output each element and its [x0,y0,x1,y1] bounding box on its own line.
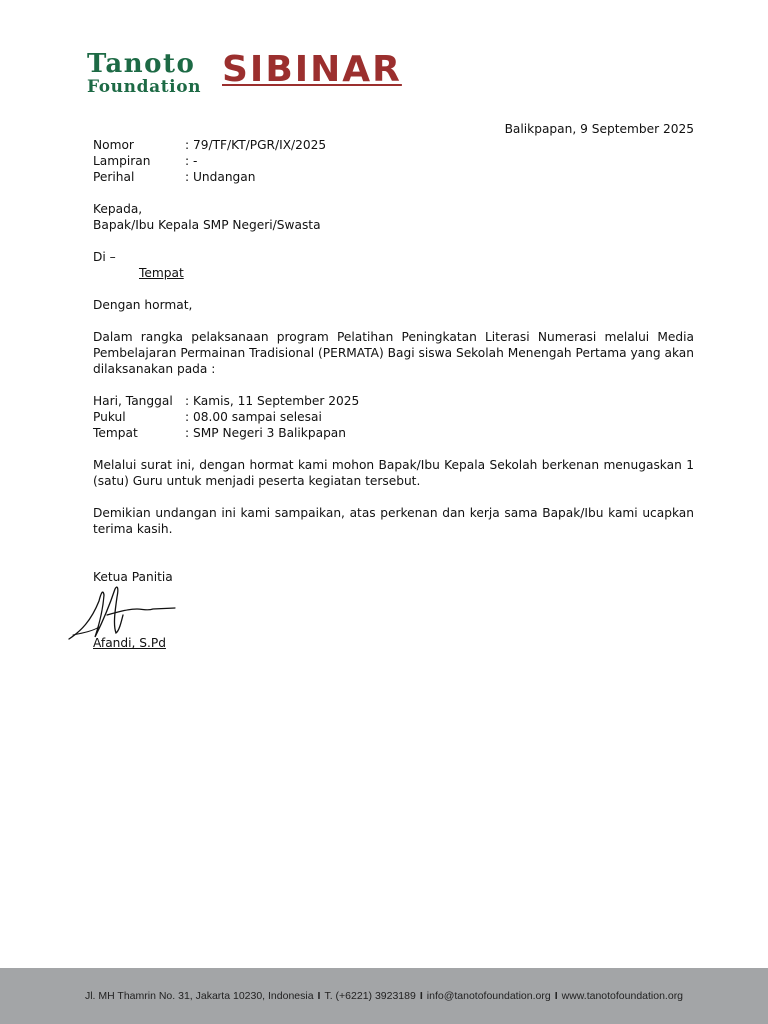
footer-contact-bar [0,968,768,1024]
letter-body [93,137,694,651]
field-value: : 79/TF/KT/PGR/IX/2025 [185,138,327,152]
signer-name: Afandi, S.Pd [93,636,166,650]
signature-title: Ketua Panitia [93,570,173,584]
recipient-to: Kepada, [93,202,143,216]
field-value: : - [185,154,198,168]
field-label: Perihal [93,170,135,184]
event-value: : SMP Negeri 3 Balikpapan [185,426,346,440]
sibinar-brand: SIBINAR [222,49,402,90]
footer-email[interactable]: info@tanotofoundation.org [426,990,551,1002]
event-row-date [93,393,694,409]
field-label: Lampiran [93,154,151,168]
paragraph-request: Melalui surat ini, dengan hormat kami mohon Bapak/Ibu Kepala Sekolah berkenan menugaskan 1 (satu) Guru untuk menjadi peserta kegiatan tersebut. [93,458,694,488]
paragraph-intro: Dalam rangka pelaksanaan program Pelatihan Peningkatan Literasi Numerasi melalui Media Pembelajaran Permainan Tradisional (PERMATA) Bagi siswa Sekolah Menengah Pertama yang akan dilaksanakan pada : [93,330,694,376]
letter-date: Balikpapan, 9 September 2025 [504,122,694,136]
event-row-time [93,409,694,425]
paragraph-closing: Demikian undangan ini kami sampaikan, atas perkenan dan kerja sama Bapak/Ibu kami ucapkan terima kasih. [93,506,694,536]
greeting: Dengan hormat, [93,298,193,312]
signature-block [93,585,694,651]
footer-separator: I [317,990,321,1002]
tanoto-foundation-logo [87,50,201,96]
footer-address: Jl. MH Thamrin No. 31, Jakarta 10230, Indonesia [84,990,314,1002]
logo-line2: Foundation [87,77,202,97]
footer-phone: T. (+6221) 3923189 [324,990,416,1002]
recipient-di: Di – [93,250,116,264]
event-label: Hari, Tanggal [93,394,173,408]
footer-website[interactable]: www.tanotofoundation.org [561,990,684,1002]
field-row-nomor [93,137,694,153]
field-row-perihal [93,169,694,185]
footer-separator: I [554,990,558,1002]
event-label: Pukul [93,410,126,424]
event-value: : 08.00 sampai selesai [185,410,322,424]
recipient-place: Tempat [139,266,184,280]
logo-line1: Tanoto [87,49,196,79]
field-value: : Undangan [185,170,256,184]
event-value: : Kamis, 11 September 2025 [185,394,360,408]
event-label: Tempat [93,426,138,440]
event-row-place [93,425,694,441]
field-label: Nomor [93,138,134,152]
recipient-name: Bapak/Ibu Kepala SMP Negeri/Swasta [93,218,321,232]
field-row-lampiran [93,153,694,169]
footer-separator: I [419,990,423,1002]
